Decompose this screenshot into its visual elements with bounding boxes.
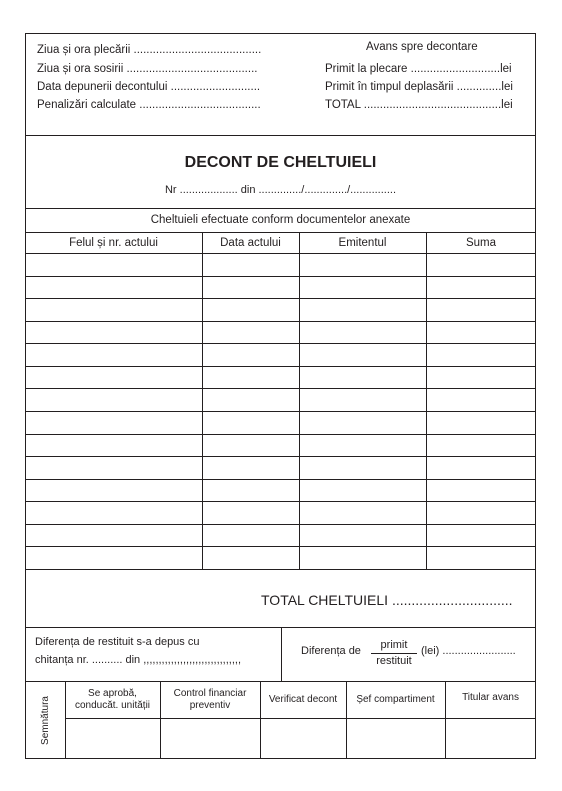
fraction-top-received: primit (380, 639, 408, 651)
fraction-bottom-refund: restituit (376, 655, 412, 667)
sig-box-department-head[interactable] (347, 719, 444, 758)
table-column-line (426, 232, 427, 569)
sig-header-financial-control: Control financiar preventiv (173, 688, 247, 711)
table-row-line (25, 524, 536, 525)
sig-box-verified[interactable] (261, 719, 345, 758)
sig-box-financial-control[interactable] (161, 719, 259, 758)
difference-separator (281, 627, 282, 681)
signature-side-label: Semnătura (39, 695, 51, 745)
sig-box-advance-holder[interactable] (446, 719, 535, 758)
signature-side-cell (25, 681, 65, 759)
sig-header-advance-holder: Titular avans (462, 692, 519, 703)
departure-datetime-line: Ziua și ora plecării ........................................ (37, 44, 262, 56)
column-header-date: Data actului (220, 237, 281, 249)
received-departure-line: Primit la plecare ............................lei (325, 63, 512, 75)
submission-date-line: Data depunerii decontului ............................ (37, 81, 261, 93)
arrival-datetime-line: Ziua și ora sosirii ......................................... (37, 63, 258, 75)
table-row-line (25, 411, 536, 412)
table-column-line (299, 232, 300, 569)
table-bottom-divider (25, 569, 536, 570)
advance-title: Avans spre decontare (366, 41, 478, 53)
received-during-trip-line: Primit în timpul deplasării ..............lei (325, 81, 513, 93)
page-title: DECONT DE CHELTUIELI (184, 154, 377, 171)
table-row-line (25, 276, 536, 277)
title-divider (25, 208, 536, 209)
table-row-line (25, 253, 536, 254)
table-row-line (25, 456, 536, 457)
table-row-line (25, 546, 536, 547)
table-row-line (25, 388, 536, 389)
total-expenses-label: TOTAL CHELTUIELI ............................... (261, 592, 513, 608)
expenses-caption: Cheltuieli efectuate conform documentelor anexate (150, 214, 411, 226)
column-header-amount: Suma (465, 237, 497, 249)
sig-header-department-head: Șef compartiment (356, 694, 435, 705)
table-row-line (25, 343, 536, 344)
sig-header-verified: Verificat decont (268, 694, 338, 705)
penalties-line: Penalizări calculate ...................................... (37, 99, 261, 111)
column-header-document: Felul și nr. actului (69, 237, 158, 249)
column-header-issuer: Emitentul (338, 237, 387, 249)
advance-total-line: TOTAL ...........................................lei (325, 99, 513, 111)
table-row-line (25, 298, 536, 299)
sig-box-approval[interactable] (66, 719, 159, 758)
difference-divider (25, 681, 536, 682)
receipt-line: chitanța nr. .......... din ,,,,,,,,,,,,,,,,,,,,,,,,,,,,,,,, (35, 654, 242, 666)
difference-label: Diferența de (301, 645, 361, 657)
document-number-line: Nr ................... din ............../............../............... (164, 184, 397, 196)
table-column-line (202, 232, 203, 569)
table-row-line (25, 366, 536, 367)
sig-header-approval: Se aprobă, conducăt. unității (74, 688, 151, 711)
table-row-line (25, 479, 536, 480)
caption-divider (25, 232, 536, 233)
table-row-line (25, 501, 536, 502)
difference-deposit-line: Diferența de restituit s-a depus cu (35, 636, 200, 648)
fraction-bar (371, 653, 417, 654)
table-row-line (25, 321, 536, 322)
header-divider (25, 135, 536, 136)
table-row-line (25, 434, 536, 435)
difference-amount-line: (lei) ........................ (421, 645, 516, 657)
